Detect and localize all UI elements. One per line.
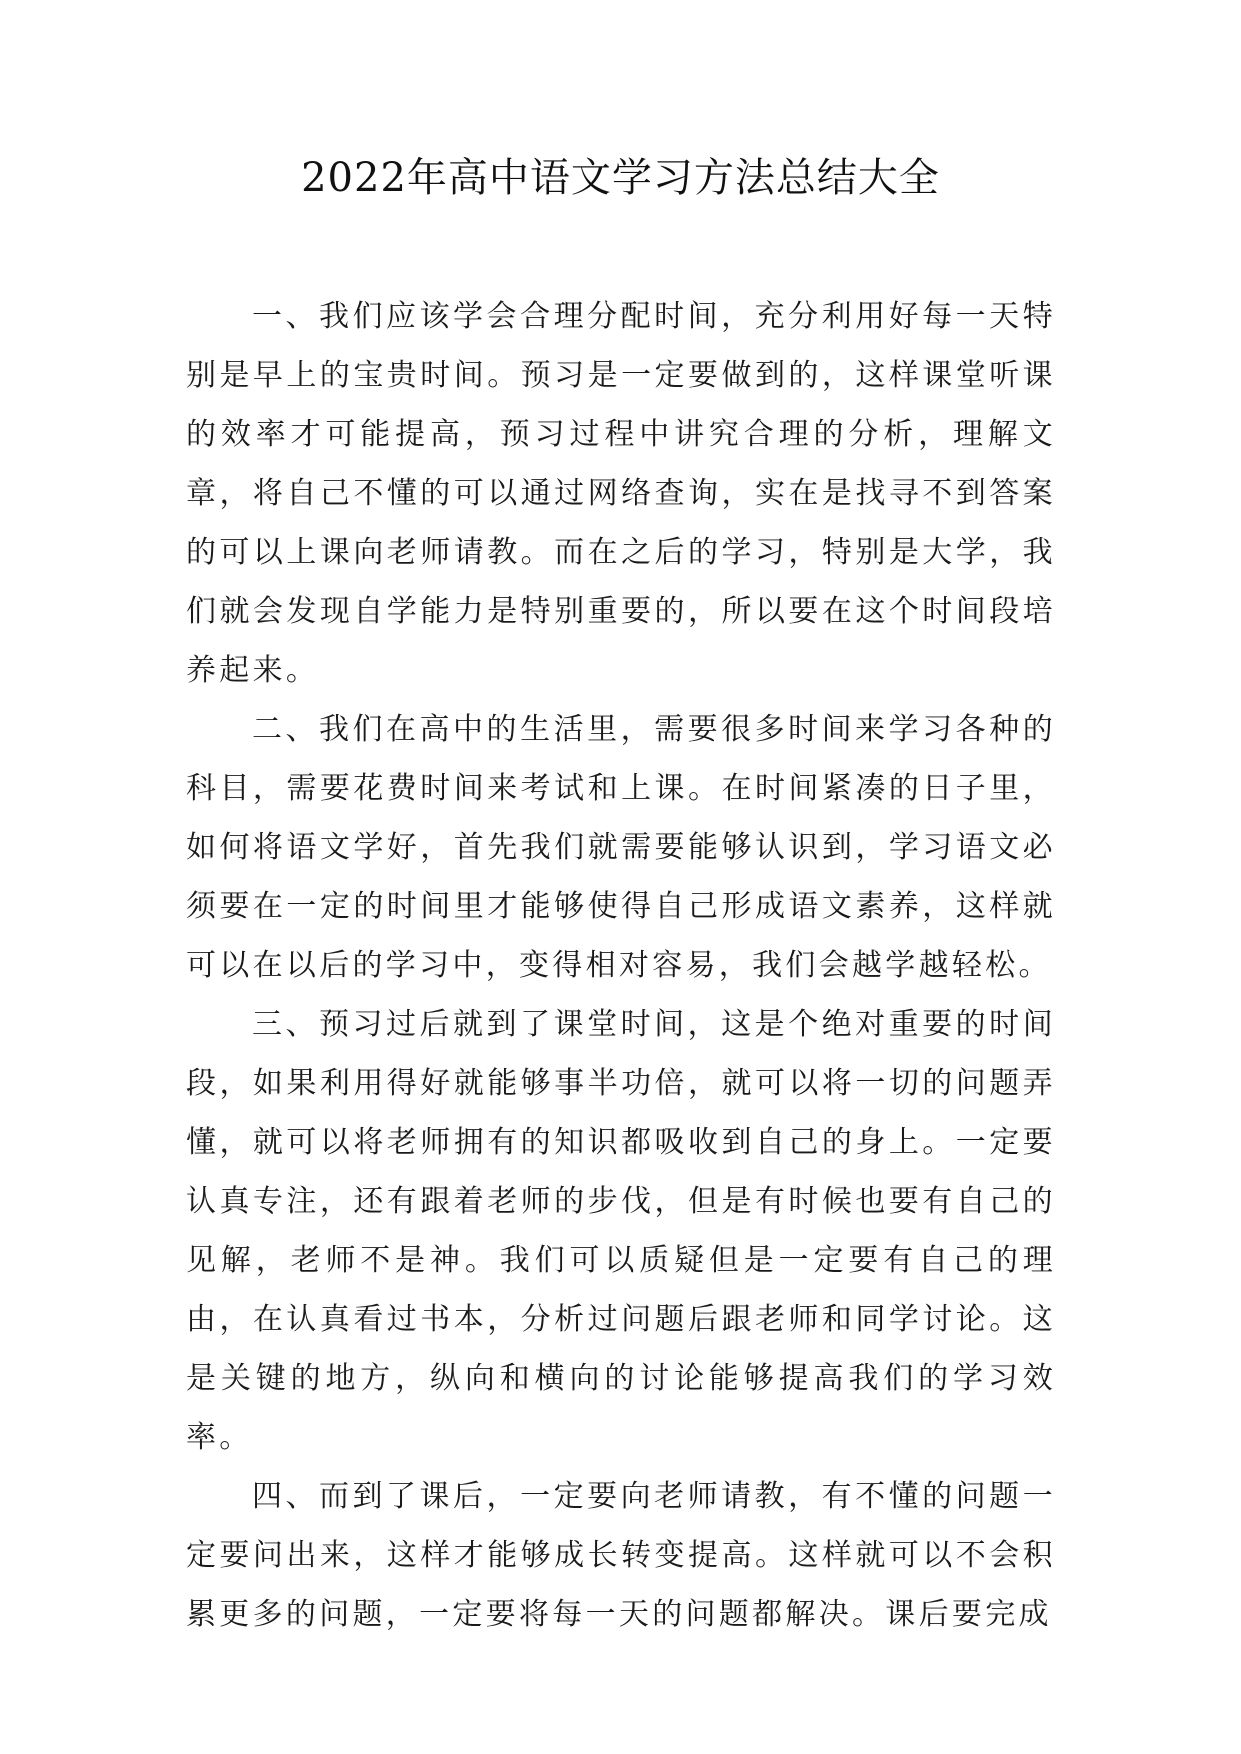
paragraph-4: 四、而到了课后，一定要向老师请教，有不懂的问题一定要问出来，这样才能够成长转变提高。这样就可以不会积累更多的问题，一定要将每一天的问题都解决。课后要完成 [186, 1479, 1056, 1632]
paragraph-1: 一、我们应该学会合理分配时间，充分利用好每一天特别是早上的宝贵时间。预习是一定要做到的，这样课堂听课的效率才可能提高，预习过程中讲究合理的分析，理解文章，将自己不懂的可以通过网络查询，实在是找寻不到答案的可以上课向老师请教。而在之后的学习，特别是大学，我们就会发现自学能力是特别重要的，所以要在这个时间段培养起来。 [186, 299, 1056, 688]
paragraph-3: 三、预习过后就到了课堂时间，这是个绝对重要的时间段，如果利用得好就能够事半功倍，就可以将一切的问题弄懂，就可以将老师拥有的知识都吸收到自己的身上。一定要认真专注，还有跟着老师的步伐，但是有时候也要有自己的见解，老师不是神。我们可以质疑但是一定要有自己的理由，在认真看过书本，分析过问题后跟老师和同学讨论。这是关键的地方，纵向和横向的讨论能够提高我们的学习效率。 [186, 1007, 1056, 1455]
document-title: 2022年高中语文学习方法总结大全 [301, 155, 940, 201]
document-body [186, 287, 1056, 1644]
paragraph-2: 二、我们在高中的生活里，需要很多时间来学习各种的科目，需要花费时间来考试和上课。在时间紧凑的日子里，如何将语文学好，首先我们就需要能够认识到，学习语文必须要在一定的时间里才能够使得自己形成语文素养，这样就可以在以后的学习中，变得相对容易，我们会越学越轻松。 [186, 712, 1056, 983]
